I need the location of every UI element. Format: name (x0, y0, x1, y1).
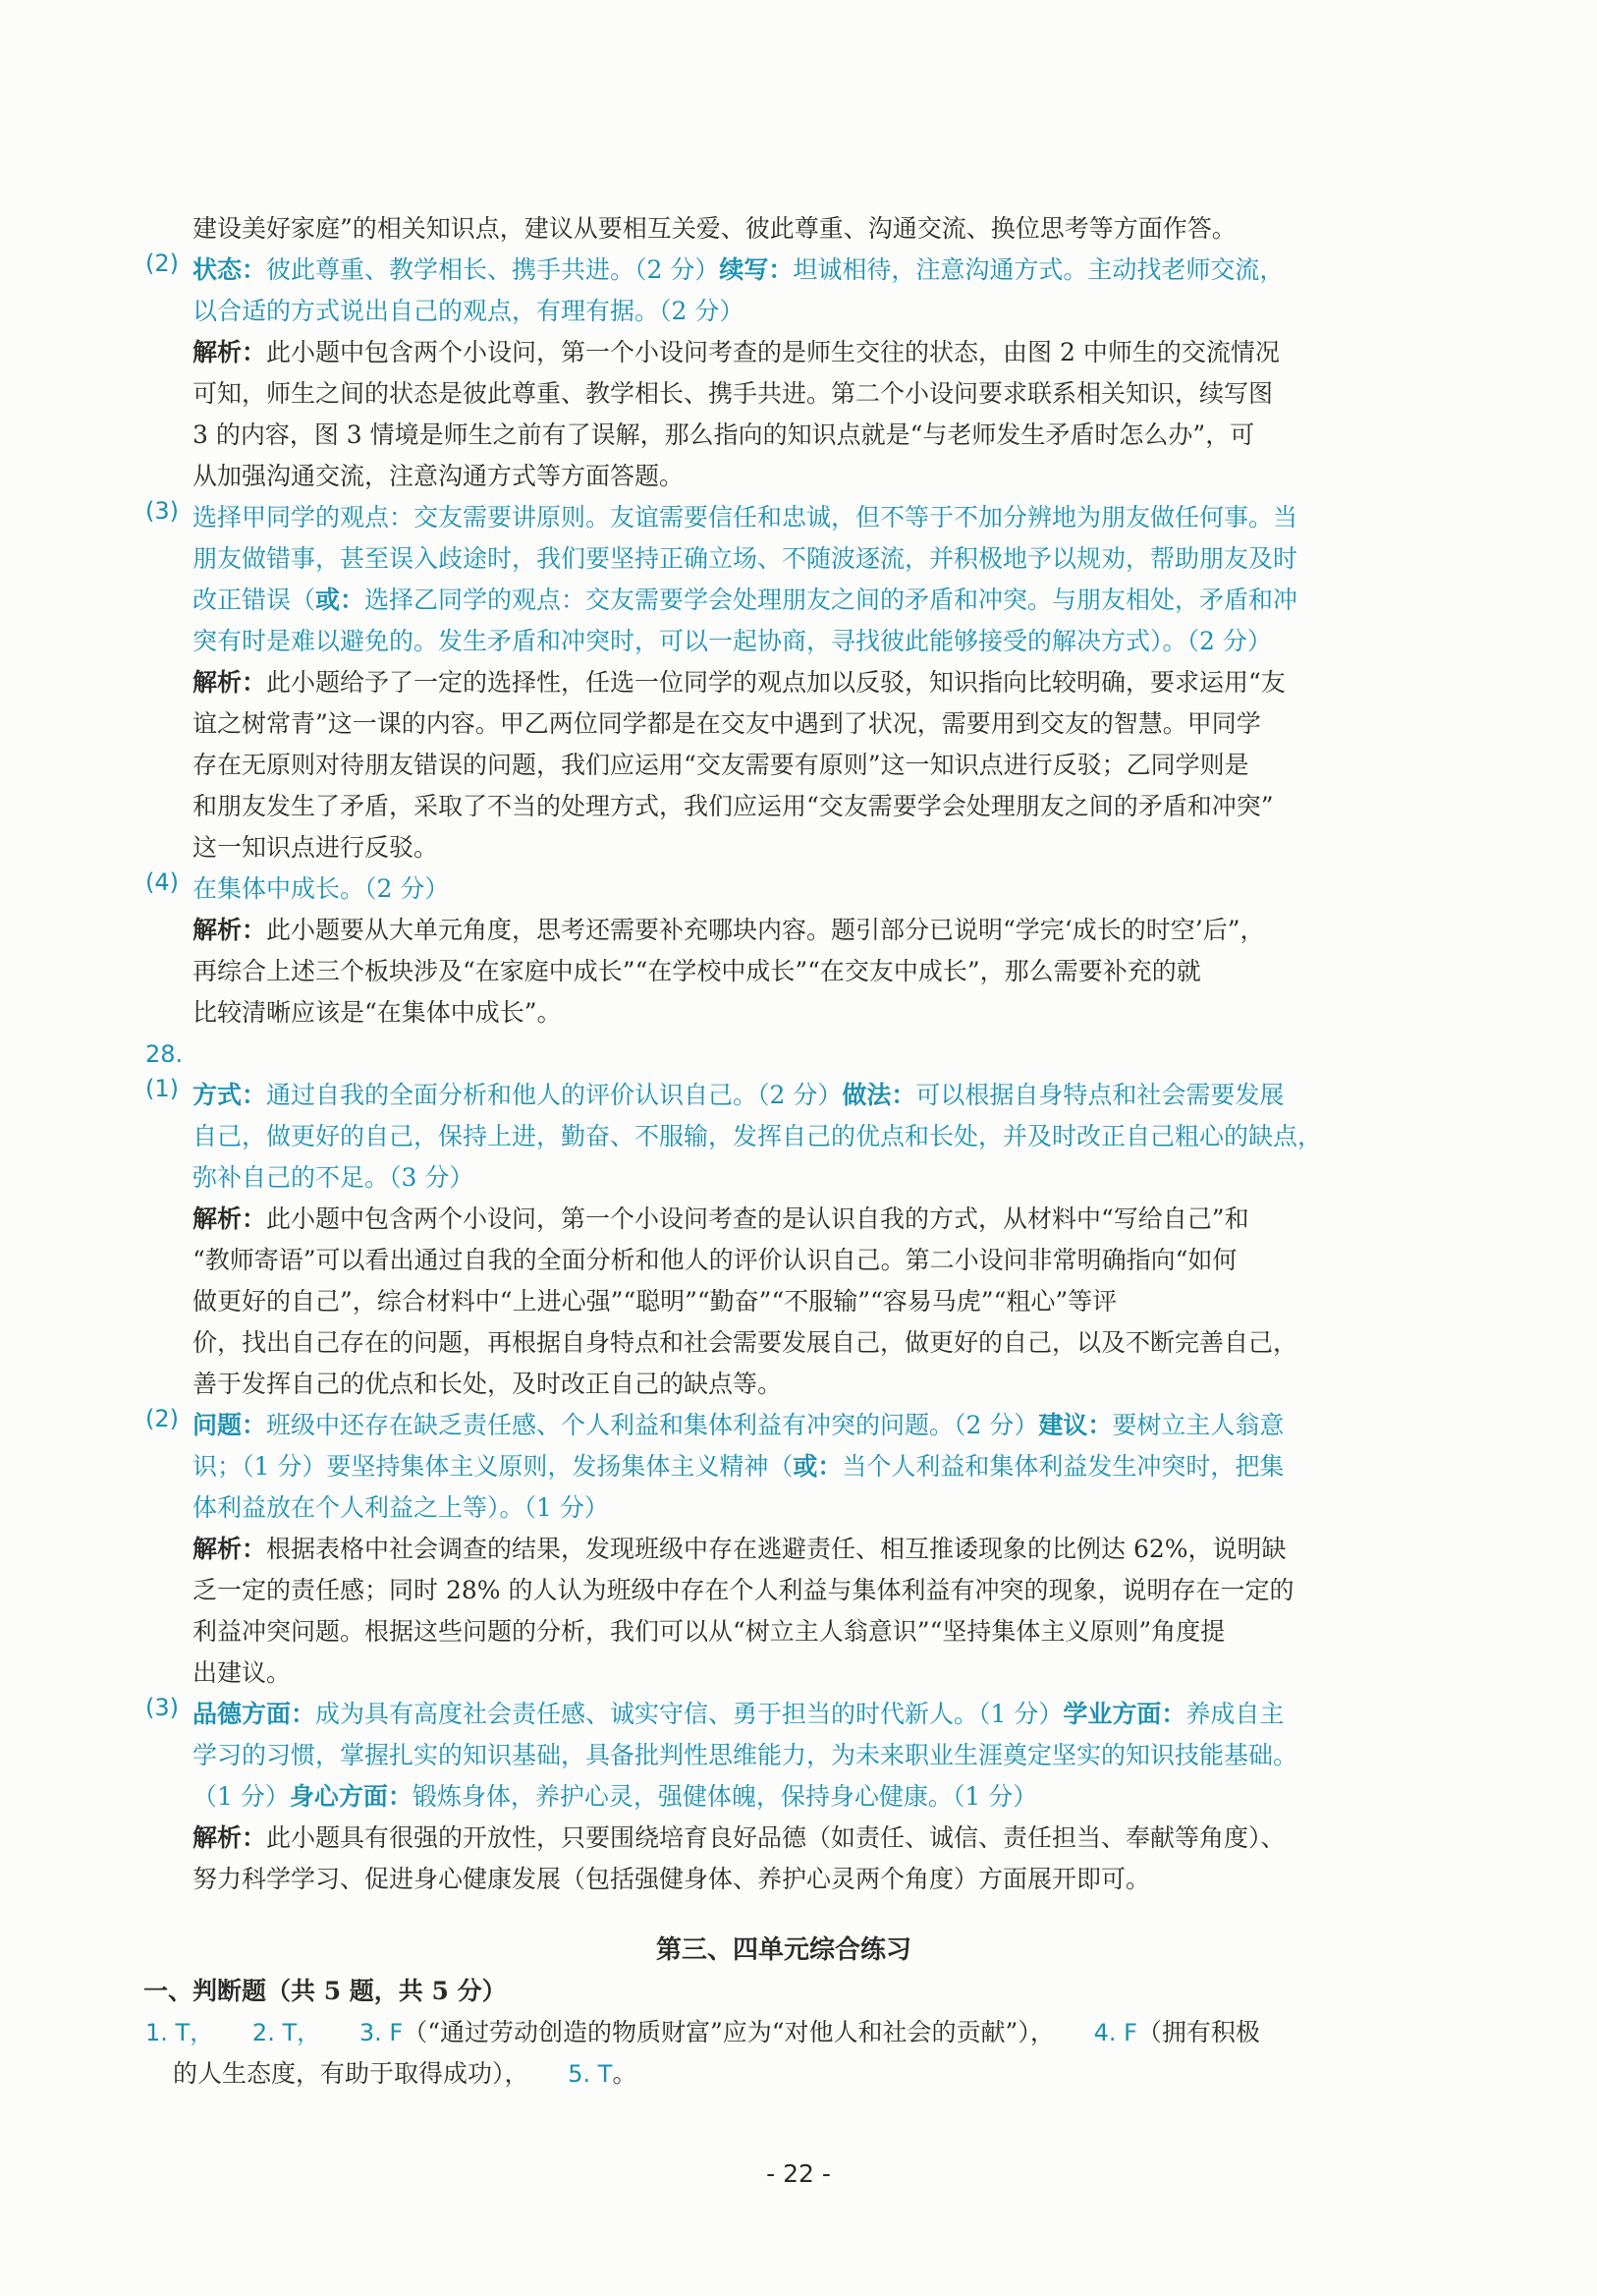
item-number: (3) (145, 1694, 179, 1721)
keyword-or: 或： (793, 1452, 843, 1481)
judge-answers-line (145, 2012, 1422, 2053)
answer-line (193, 580, 1422, 621)
item-number: (3) (145, 497, 179, 525)
analysis-label: 解析： (193, 668, 267, 697)
answer-text: 坦诚相待，注意沟通方式。主动找老师交流， (793, 255, 1285, 284)
analysis-line: 比较清晰应该是“在集体中成长”。 (193, 998, 562, 1027)
answer-line (193, 1446, 1422, 1487)
answer-line (193, 1694, 1422, 1735)
analysis-text: 此小题中包含两个小设问，第一个小设问考查的是认识自我的方式，从材料中“写给自己”和 (266, 1204, 1249, 1233)
answer-line: 弥补自己的不足。（3 分） (193, 1163, 474, 1192)
judge-answer-2: 2. T， (251, 2019, 321, 2046)
analysis-label: 解析： (193, 916, 267, 944)
judge-answer-4: 4. F (1093, 2019, 1137, 2046)
answer-text: 要树立主人翁意 (1112, 1411, 1285, 1439)
judge-answers-line-2 (145, 2053, 1422, 2095)
answer-text: 锻炼身体，养护心灵，强健体魄，保持身心健康。（1 分） (412, 1782, 1038, 1811)
keyword-method: 方式： (193, 1081, 267, 1109)
analysis-line: 乏一定的责任感；同时 28% 的人认为班级中存在个人利益与集体利益有冲突的现象，说明存在一定的 (193, 1576, 1294, 1604)
answer-line: 选择甲同学的观点：交友需要讲原则。友谊需要信任和忠诚，但不等于不加分辨地为朋友做任何事。当 (193, 503, 1298, 532)
analysis-text: 此小题中包含两个小设问，第一个小设问考查的是师生交往的状态，由图 2 中师生的交流情况 (266, 338, 1280, 366)
answer-line (193, 1405, 1422, 1446)
answer-line: 学习的习惯，掌握扎实的知识基础，具备批判性思维能力，为未来职业生涯奠定坚实的知识技能基础。 (193, 1741, 1298, 1769)
item-number: (1) (145, 1075, 179, 1102)
analysis-line (193, 910, 1422, 951)
analysis-line: 利益冲突问题。根据这些问题的分析，我们可以从“树立主人翁意识”“坚持集体主义原则”角度提 (193, 1617, 1226, 1646)
analysis-line (193, 1818, 1422, 1859)
judge-answer-3-note: （“通过劳动创造的物质财富”应为“对他人和社会的贡献”）， (403, 2018, 1055, 2046)
answer-line: 突有时是难以避免的。发生矛盾和冲突时，可以一起协商，寻找彼此能够接受的解决方式）。（2 分） (193, 627, 1272, 655)
keyword-suggestion: 建议： (1038, 1411, 1113, 1439)
keyword-practice: 做法： (842, 1081, 916, 1109)
keyword-health: 身心方面： (289, 1782, 413, 1811)
page-content (145, 208, 1422, 2095)
answer-line: 以合适的方式说出自己的观点，有理有据。（2 分） (193, 297, 744, 325)
keyword-morality: 品德方面： (193, 1700, 316, 1728)
answer-line: 自己，做更好的自己，保持上进，勤奋、不服输，发挥自己的优点和长处，并及时改正自己粗心的缺点， (193, 1122, 1323, 1150)
judge-answer-1: 1. T， (145, 2019, 214, 2046)
answer-text: 养成自主 (1185, 1700, 1285, 1728)
item-number: (2) (145, 250, 179, 277)
answer-text: 识；（1 分）要坚持集体主义原则，发扬集体主义精神（ (193, 1452, 794, 1481)
analysis-line: 3 的内容，图 3 情境是师生之前有了误解，那么指向的知识点就是“与老师发生矛盾时怎么办”，可 (193, 420, 1255, 449)
page-number: - 22 - (766, 2159, 831, 2188)
answer-text: 成为具有高度社会责任感、诚实守信、勇于担当的时代新人。（1 分） (315, 1700, 1064, 1728)
analysis-line: 从加强沟通交流，注意沟通方式等方面答题。 (193, 462, 685, 490)
item-number: (2) (145, 1405, 179, 1432)
analysis-line: 和朋友发生了矛盾，采取了不当的处理方式，我们应运用“交友需要学会处理朋友之间的矛盾和冲突” (193, 792, 1274, 820)
analysis-text: 此小题具有很强的开放性，只要围绕培育良好品德（如责任、诚信、责任担当、奉献等角度）、 (266, 1823, 1286, 1852)
answer-text: 彼此尊重、教学相长、携手共进。（2 分） (266, 255, 720, 284)
analysis-line: 再综合上述三个板块涉及“在家庭中成长”“在学校中成长”“在交友中成长”，那么需要补充的就 (193, 957, 1201, 985)
analysis-line: 做更好的自己”，综合材料中“上进心强”“聪明”“勤奋”“不服输”“容易马虎”“粗心”等评 (193, 1287, 1118, 1316)
question-28-2 (145, 1405, 1422, 1694)
answer-text: 选择乙同学的观点：交友需要学会处理朋友之间的矛盾和冲突。与朋友相处，矛盾和冲 (364, 586, 1298, 614)
analysis-line: 可知，师生之间的状态是彼此尊重、教学相长、携手共进。第二个小设问要求联系相关知识，续写图 (193, 379, 1274, 408)
question-27-4 (145, 868, 1422, 1034)
section-title: 第三、四单元综合练习 (655, 1935, 911, 1965)
analysis-label: 解析： (193, 1204, 267, 1233)
answer-text: 可以根据自身特点和社会需要发展 (915, 1081, 1285, 1109)
analysis-line: 谊之树常青”这一课的内容。甲乙两位同学都是在交友中遇到了状况，需要用到交友的智慧。甲同学 (193, 709, 1261, 738)
keyword-or: 或： (315, 586, 365, 614)
keyword-continue: 续写： (719, 255, 794, 284)
judge-answer-5-end: 。 (612, 2059, 637, 2088)
answer-text: 通过自我的全面分析和他人的评价认识自己。（2 分） (266, 1081, 843, 1109)
keyword-problem: 问题： (193, 1411, 267, 1439)
analysis-line: 这一知识点进行反驳。 (193, 833, 439, 862)
item-number: (4) (145, 868, 179, 896)
answer-line: 在集体中成长。（2 分） (193, 874, 450, 903)
question-27-2 (145, 250, 1422, 497)
judge-answer-3: 3. F (358, 2019, 404, 2046)
question-28-3 (145, 1694, 1422, 1900)
answer-line: 朋友做错事，甚至误入歧途时，我们要坚持正确立场、不随波逐流，并积极地予以规劝，帮助朋友及时 (193, 544, 1298, 573)
analysis-line (193, 1529, 1422, 1570)
answer-text: 当个人利益和集体利益发生冲突时，把集 (842, 1452, 1285, 1481)
analysis-label: 解析： (193, 338, 267, 366)
analysis-label: 解析： (193, 1535, 267, 1563)
answer-line (193, 1776, 1422, 1818)
answer-line (193, 1075, 1422, 1116)
answer-line (193, 250, 1422, 291)
analysis-text: 根据表格中社会调查的结果，发现班级中存在逃避责任、相互推诿现象的比例达 62%，说明缺 (266, 1535, 1287, 1563)
answer-text: 班级中还存在缺乏责任感、个人利益和集体利益有冲突的问题。（2 分） (266, 1411, 1039, 1439)
analysis-line: 存在无原则对待朋友错误的问题，我们应运用“交友需要有原则”这一知识点进行反驳；乙同学则是 (193, 751, 1249, 779)
keyword-status: 状态： (193, 255, 267, 284)
analysis-label: 解析： (193, 1823, 267, 1852)
judge-answer-4-note-cont: 的人生态度，有助于取得成功）， (173, 2059, 529, 2088)
analysis-text: 此小题给予了一定的选择性，任选一位同学的观点加以反驳，知识指向比较明确，要求运用“友 (266, 668, 1286, 697)
analysis-line (193, 662, 1422, 703)
analysis-text: 此小题要从大单元角度，思考还需要补充哪块内容。题引部分已说明“学完‘成长的时空’后”， (266, 916, 1265, 944)
intro-line: 建设美好家庭”的相关知识点，建议从要相互关爱、彼此尊重、沟通交流、换位思考等方面作答。 (193, 214, 1237, 243)
analysis-line: 出建议。 (193, 1658, 292, 1687)
analysis-line (193, 1199, 1422, 1240)
analysis-line (193, 332, 1422, 373)
part-heading: 一、判断题（共 5 题，共 5 分） (143, 1977, 507, 2005)
analysis-line: 善于发挥自己的优点和长处，及时改正自己的缺点等。 (193, 1370, 783, 1398)
answer-text: （1 分） (193, 1782, 290, 1811)
keyword-academics: 学业方面： (1063, 1700, 1186, 1728)
answer-line: 体利益放在个人利益之上等）。（1 分） (193, 1493, 609, 1522)
judge-answer-4-note: （拥有积极 (1136, 2018, 1260, 2046)
answer-text: 改正错误（ (193, 586, 316, 614)
question-28-1 (145, 1075, 1422, 1405)
judge-answer-5: 5. T (568, 2060, 613, 2088)
analysis-line: “教师寄语”可以看出通过自我的全面分析和他人的评价认识自己。第二小设问非常明确指向“如何 (193, 1246, 1238, 1274)
question-28-number: 28. (145, 1040, 184, 1068)
analysis-line: 价，找出自己存在的问题，再根据自身特点和社会需要发展自己，做更好的自己，以及不断完善自己， (193, 1328, 1298, 1357)
question-27-3 (145, 497, 1422, 868)
analysis-line: 努力科学学习、促进身心健康发展（包括强健身体、养护心灵两个角度）方面展开即可。 (193, 1865, 1151, 1893)
